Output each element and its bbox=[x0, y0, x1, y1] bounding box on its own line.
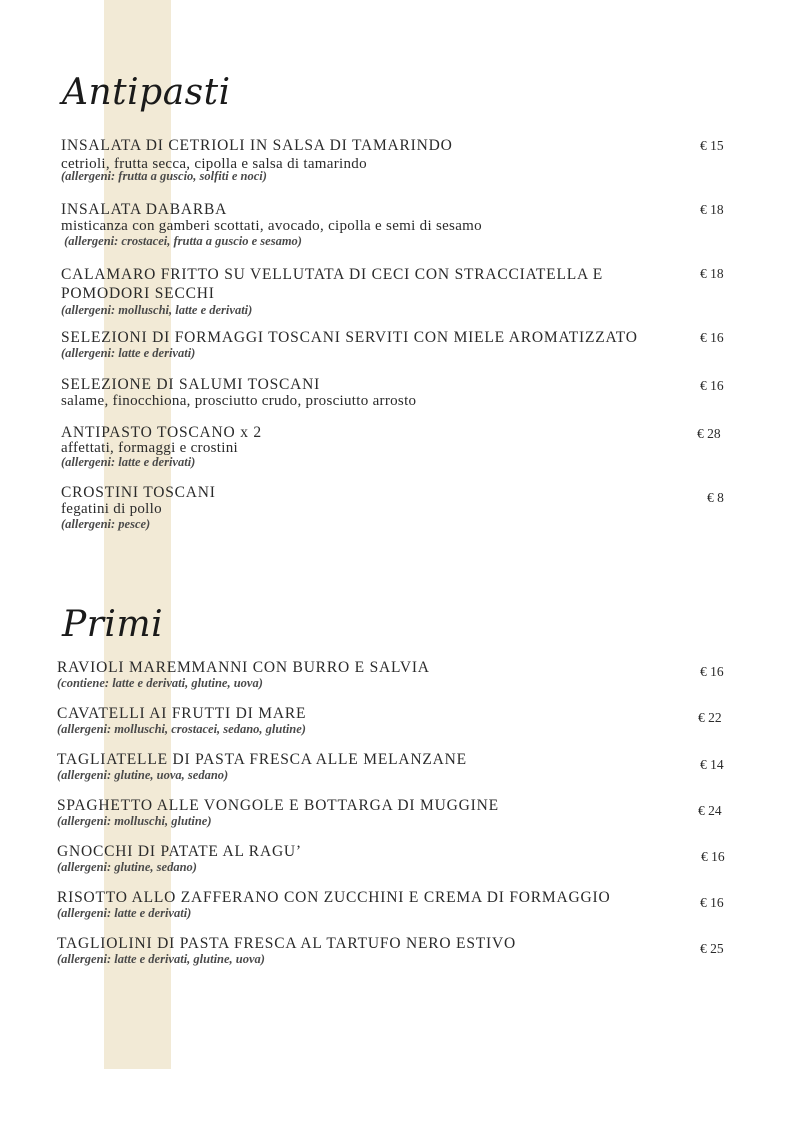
item-price: € 25 bbox=[700, 941, 724, 956]
item-description: misticanza con gamberi scottati, avocado, cipolla e semi di sesamo bbox=[61, 218, 482, 234]
menu-item bbox=[57, 705, 737, 737]
item-price: € 14 bbox=[700, 757, 724, 772]
menu-item bbox=[57, 935, 737, 967]
item-name: SPAGHETTO ALLE VONGOLE E BOTTARGA DI MUGGINE bbox=[57, 797, 499, 814]
item-allergens: (allergeni: molluschi, crostacei, sedano, glutine) bbox=[57, 722, 306, 736]
item-name: CAVATELLI AI FRUTTI DI MARE bbox=[57, 705, 307, 722]
item-price: € 28 bbox=[697, 426, 721, 441]
item-description: salame, finocchiona, prosciutto crudo, prosciutto arrosto bbox=[61, 393, 417, 409]
menu-item bbox=[57, 797, 737, 829]
item-price: € 18 bbox=[700, 202, 724, 217]
item-name: TAGLIOLINI DI PASTA FRESCA AL TARTUFO NERO ESTIVO bbox=[57, 935, 516, 952]
item-allergens: (allergeni: latte e derivati) bbox=[57, 906, 192, 920]
item-price: € 16 bbox=[700, 330, 724, 345]
item-description: fegatini di pollo bbox=[61, 501, 162, 517]
item-price: € 16 bbox=[701, 849, 725, 864]
item-allergens: (allergeni: glutine, sedano) bbox=[57, 860, 197, 874]
item-allergens: (allergeni: frutta a guscio, solfiti e noci) bbox=[61, 169, 267, 183]
menu-item bbox=[57, 659, 737, 691]
item-allergens: (allergeni: latte e derivati, glutine, uova) bbox=[57, 952, 265, 966]
menu-item bbox=[57, 889, 737, 921]
item-price: € 22 bbox=[698, 710, 722, 725]
section-title-primi: Primi bbox=[62, 604, 164, 645]
item-name: SELEZIONE DI SALUMI TOSCANI bbox=[61, 376, 321, 393]
item-name: RISOTTO ALLO ZAFFERANO CON ZUCCHINI E CREMA DI FORMAGGIO bbox=[57, 889, 611, 906]
item-name: RAVIOLI MAREMMANNI CON BURRO E SALVIA bbox=[57, 659, 430, 676]
item-price: € 16 bbox=[700, 895, 724, 910]
menu-item bbox=[61, 376, 741, 409]
item-price: € 8 bbox=[707, 490, 724, 505]
item-name: CALAMARO FRITTO SU VELLUTATA DI CECI CON STRACCIATELLA E POMODORI SECCHI bbox=[61, 266, 604, 302]
menu-item bbox=[61, 201, 741, 249]
item-name: ANTIPASTO TOSCANO x 2 bbox=[61, 424, 262, 441]
menu-item bbox=[57, 751, 737, 783]
menu-item bbox=[57, 843, 737, 875]
menu-item bbox=[61, 424, 741, 470]
item-allergens: (allergeni: latte e derivati) bbox=[61, 346, 196, 360]
item-allergens: (allergeni: crostacei, frutta a guscio e sesamo) bbox=[61, 234, 302, 248]
item-allergens: (allergeni: latte e derivati) bbox=[61, 455, 196, 469]
item-name: TAGLIATELLE DI PASTA FRESCA ALLE MELANZANE bbox=[57, 751, 467, 768]
item-allergens: (allergeni: glutine, uova, sedano) bbox=[57, 768, 229, 782]
item-price: € 16 bbox=[700, 378, 724, 393]
item-description: affettati, formaggi e crostini bbox=[61, 440, 238, 456]
item-allergens: (contiene: latte e derivati, glutine, uova) bbox=[57, 676, 263, 690]
item-name: CROSTINI TOSCANI bbox=[61, 484, 216, 501]
item-name: INSALATA DI CETRIOLI IN SALSA DI TAMARINDO bbox=[61, 137, 453, 154]
item-name: SELEZIONI DI FORMAGGI TOSCANI SERVITI CON MIELE AROMATIZZATO bbox=[61, 329, 638, 346]
menu-item bbox=[61, 137, 741, 184]
section-title-antipasti: Antipasti bbox=[62, 72, 231, 113]
item-price: € 18 bbox=[700, 266, 724, 281]
item-price: € 24 bbox=[698, 803, 722, 818]
item-allergens: (allergeni: pesce) bbox=[61, 517, 151, 531]
menu-item bbox=[61, 265, 741, 318]
item-price: € 16 bbox=[700, 664, 724, 679]
item-allergens: (allergeni: molluschi, glutine) bbox=[57, 814, 212, 828]
menu-item bbox=[61, 329, 741, 361]
menu-item bbox=[61, 484, 741, 532]
item-name: GNOCCHI DI PATATE AL RAGU’ bbox=[57, 843, 302, 860]
item-allergens: (allergeni: molluschi, latte e derivati) bbox=[61, 303, 253, 317]
item-price: € 15 bbox=[700, 138, 724, 153]
item-name: INSALATA DABARBA bbox=[61, 201, 228, 218]
item-description: cetrioli, frutta secca, cipolla e salsa di tamarindo bbox=[61, 156, 367, 172]
